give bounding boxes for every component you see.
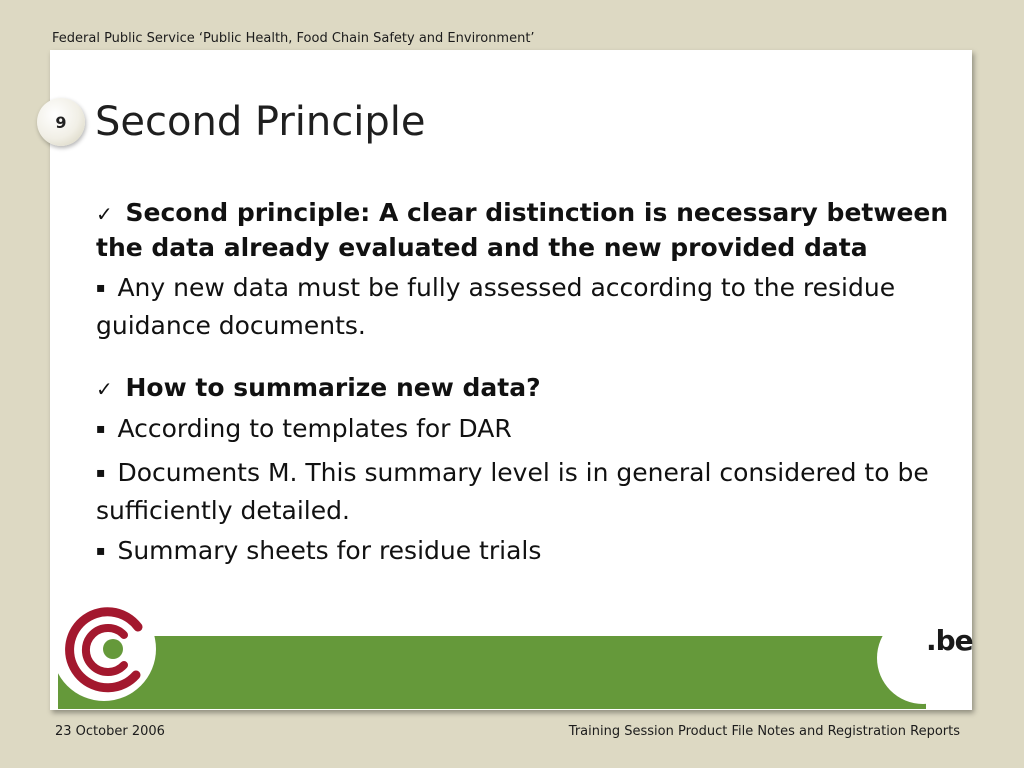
check-icon: ✓ (96, 202, 113, 226)
bullet-item-text: Documents M. This summary level is in general considered to be sufficiently detailed. (96, 458, 929, 525)
bullet-item (96, 271, 958, 343)
check-item (96, 371, 958, 406)
bullet-square-icon: ▪ (96, 465, 106, 481)
fps-logo-icon (52, 597, 156, 701)
bullet-square-icon: ▪ (96, 421, 106, 437)
be-logo: .be (926, 624, 973, 657)
check-icon: ✓ (96, 377, 113, 401)
bullet-item-text: Summary sheets for residue trials (117, 536, 542, 565)
header-organization: Federal Public Service ‘Public Health, Food Chain Safety and Environment’ (52, 31, 535, 46)
bullet-item-text: According to templates for DAR (117, 414, 512, 443)
slide-number-badge: 9 (37, 98, 85, 146)
bullet-square-icon: ▪ (96, 280, 106, 296)
check-item (96, 196, 958, 265)
slide-title: Second Principle (95, 99, 426, 145)
footer-green-band (58, 636, 926, 709)
check-item-text: Second principle: A clear distinction is necessary between the data already evaluated and the new provided data (96, 198, 949, 262)
fps-logo (52, 597, 156, 701)
bullet-item-text: Any new data must be fully assessed according to the residue guidance documents. (96, 273, 896, 340)
slide-content (96, 196, 958, 572)
footer-session-title: Training Session Product File Notes and Registration Reports (568, 724, 960, 739)
bullet-item (96, 534, 958, 572)
bullet-square-icon: ▪ (96, 543, 106, 559)
check-item-text: How to summarize new data? (125, 373, 541, 402)
footer-date: 23 October 2006 (55, 724, 165, 739)
bullet-item (96, 412, 958, 450)
bullet-item (96, 456, 958, 528)
